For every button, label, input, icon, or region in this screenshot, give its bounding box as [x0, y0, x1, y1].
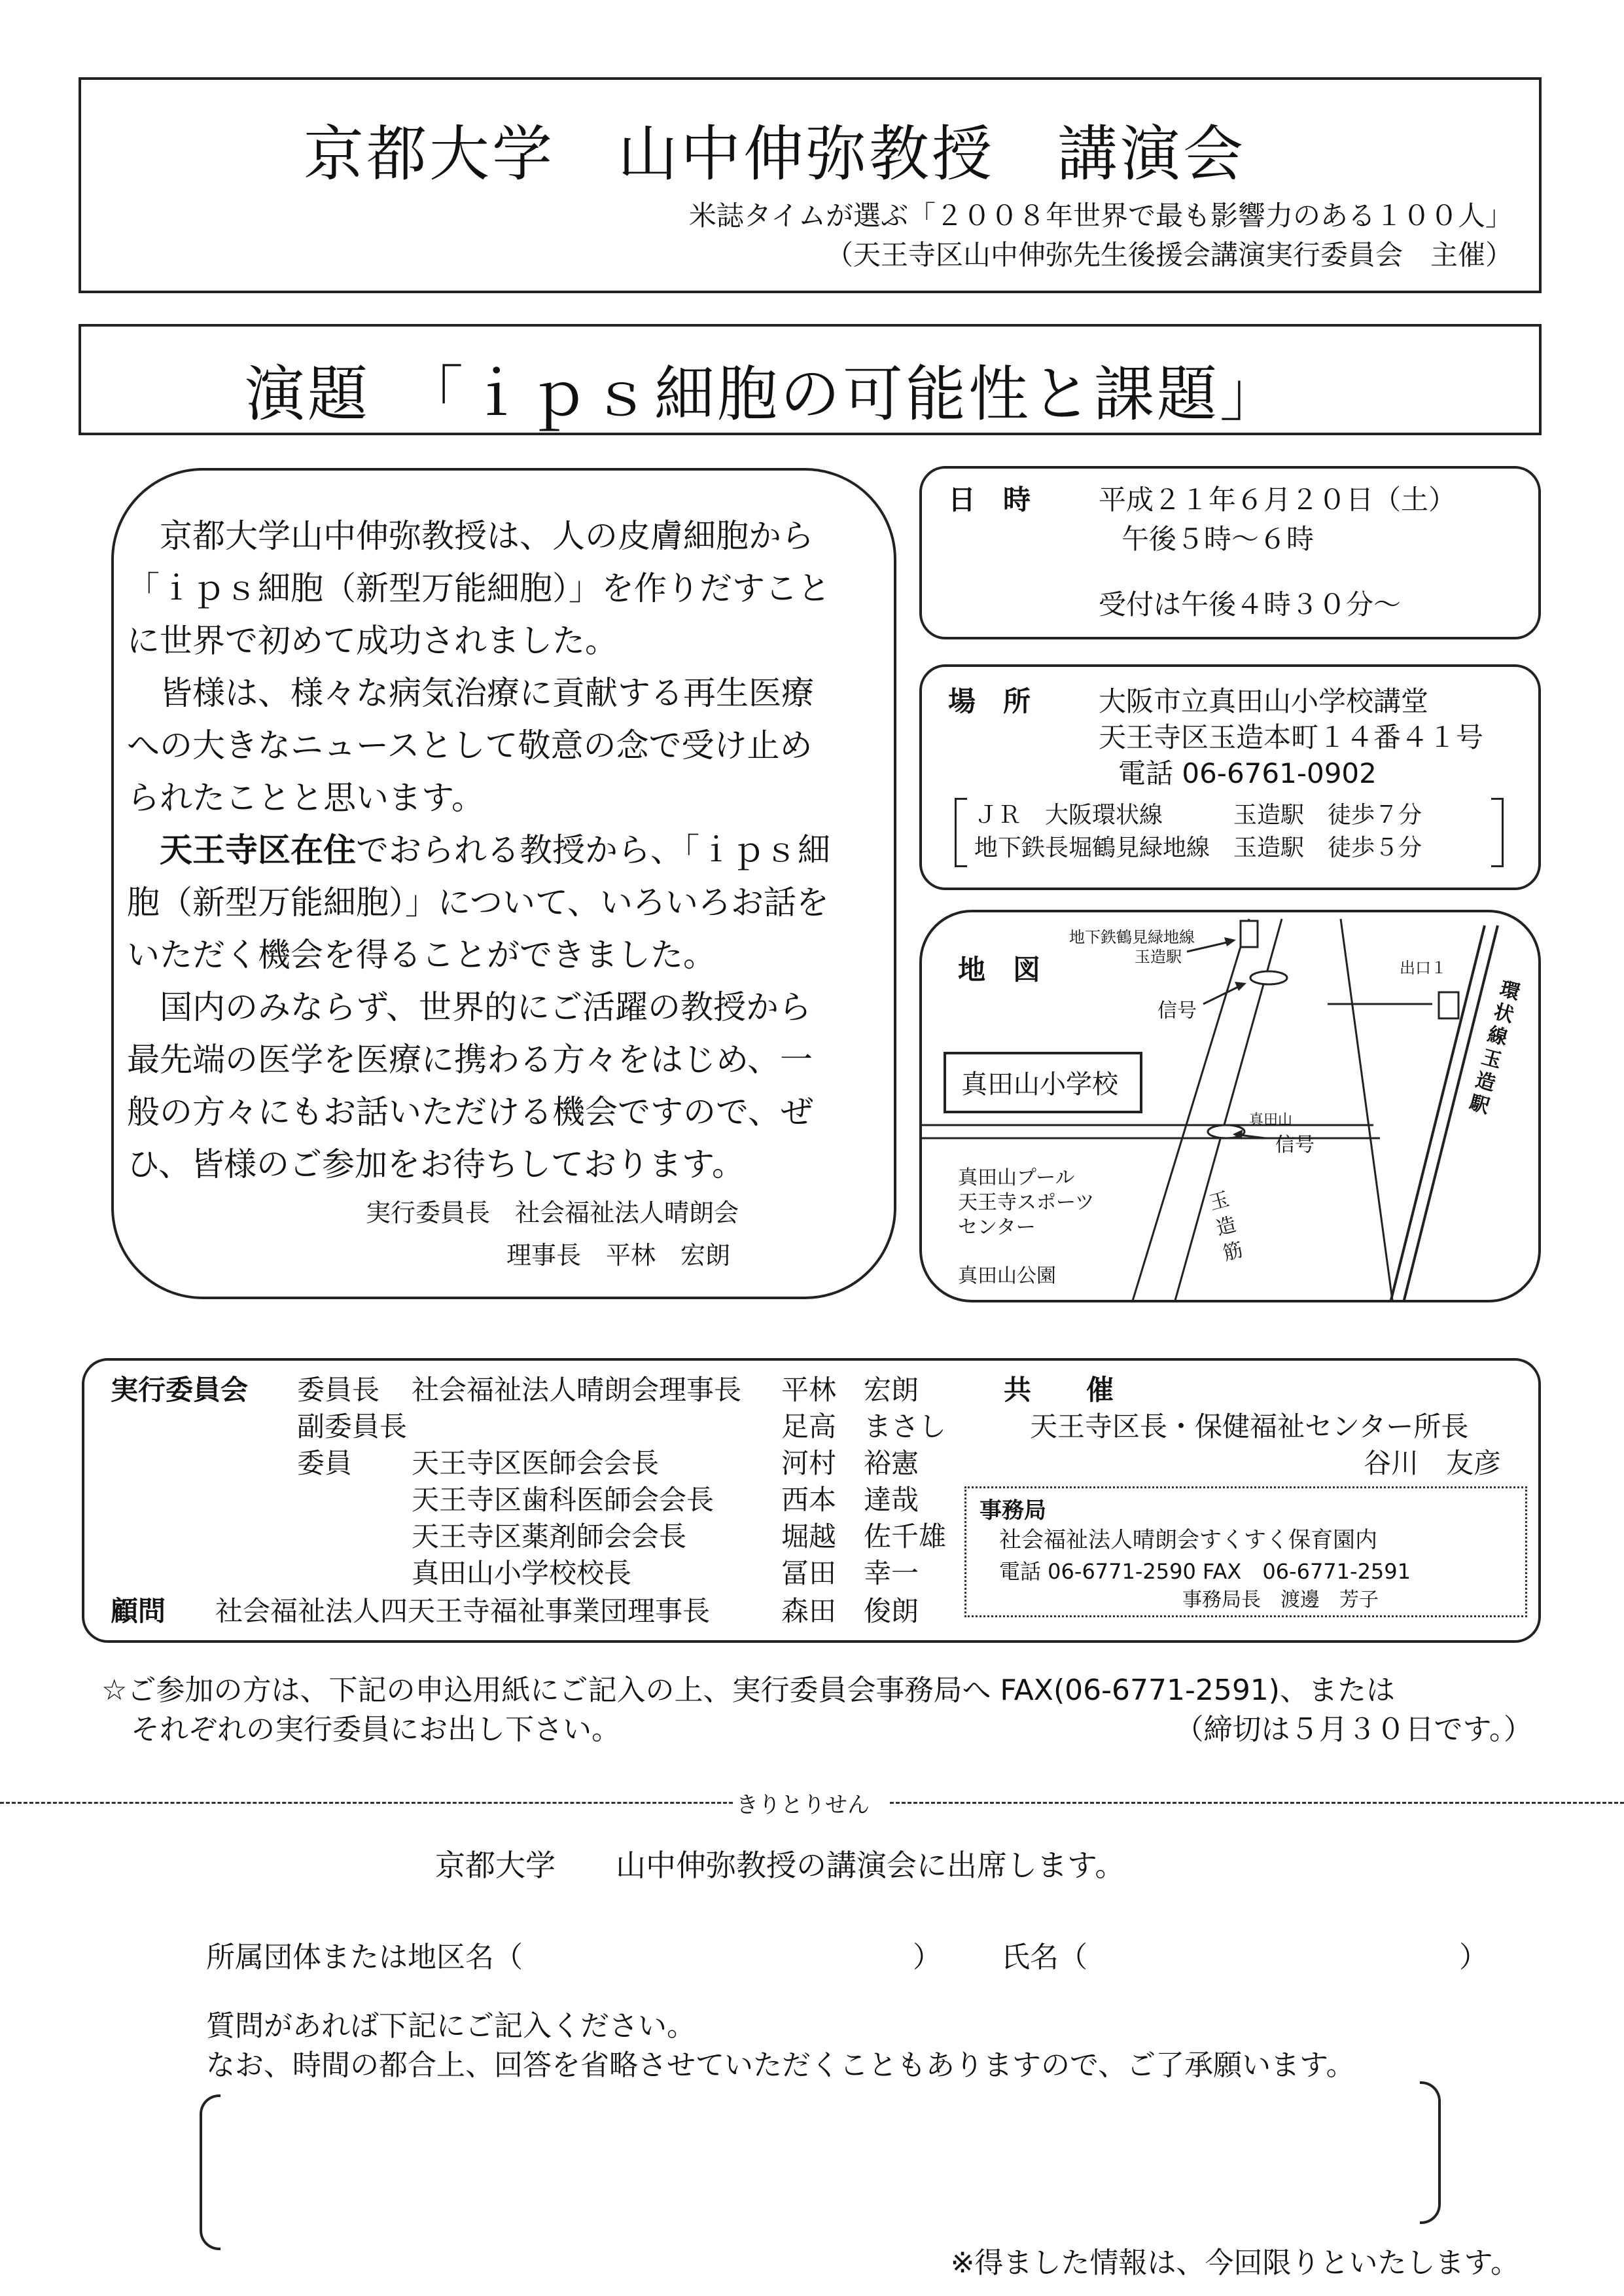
intro-line: いただく機会を得ることができました。	[127, 936, 716, 974]
intro-line: 京都大学山中伸弥教授は、人の皮膚細胞から	[127, 517, 814, 555]
access-subway: 地下鉄長堀鶴見緑地線 玉造駅 徒歩５分	[974, 834, 1422, 861]
map-school-label: 真田山小学校	[961, 1069, 1118, 1100]
intro-box	[111, 468, 896, 1299]
cohost-label: 共 催	[1004, 1374, 1114, 1406]
venue-address: 天王寺区玉造本町１４番４１号	[1099, 721, 1484, 753]
intro-line	[127, 824, 892, 876]
committee-name: 冨田 幸一	[781, 1557, 919, 1589]
committee-org: 天王寺区歯科医師会会長	[412, 1484, 715, 1516]
advisor-name: 森田 俊朗	[781, 1595, 919, 1627]
topic-title: 演題 「ｉｐｓ細胞の可能性と課題」	[245, 359, 1283, 429]
map-label: 地 図	[958, 954, 1041, 986]
intro-line-rest: でおられる教授から、「ｉｐｓ細	[356, 831, 830, 869]
name-close: ）	[1459, 1941, 1488, 1974]
committee-name: 足高 まさし	[781, 1410, 947, 1443]
committee-role: 副委員長	[297, 1410, 408, 1443]
reception-time: 受付は午後４時３０分～	[1099, 588, 1402, 620]
office-tel: 電話 06-6771-2590 FAX 06-6771-2591	[999, 1559, 1411, 1584]
map-sanadayama-label: 真田山	[1249, 1112, 1293, 1128]
place-label: 場 所	[948, 685, 1031, 717]
datetime-label: 日 時	[948, 484, 1031, 516]
page-title: 京都大学 山中伸弥教授 講演会	[304, 119, 1246, 189]
committee-name: 堀越 佐千雄	[781, 1520, 947, 1552]
committee-role: 委員	[297, 1447, 353, 1479]
map-street-label: 玉造筋	[1207, 1187, 1246, 1266]
committee-org: 天王寺区医師会会長	[412, 1447, 660, 1479]
access-bracket-left	[955, 798, 967, 867]
exit-marker	[1439, 992, 1458, 1018]
intro-line: ひ、皆様のご参加をお待ちしております。	[127, 1145, 745, 1183]
venue-tel: 電話 06-6761-0902	[1118, 757, 1377, 789]
group-close: ）	[913, 1941, 942, 1974]
access-bracket-right	[1491, 798, 1504, 867]
intro-line: 胞（新型万能細胞）」について、いろいろお話を	[127, 884, 829, 922]
privacy-footnote: ※得ました情報は、今回限りといたします。	[950, 2246, 1519, 2280]
notice-deadline: （締切は５月３０日です。）	[1174, 1713, 1532, 1746]
committee-name: 平林 宏朗	[781, 1374, 919, 1406]
office-label: 事務局	[980, 1498, 1046, 1524]
name-input[interactable]	[1099, 1937, 1453, 1977]
venue-name: 大阪市立真田山小学校講堂	[1099, 685, 1429, 717]
cohost-name: 谷川 友彦	[1364, 1447, 1502, 1479]
office-org: 社会福祉法人晴朗会すくすく保育園内	[999, 1527, 1377, 1553]
event-date: 平成２１年６月２０日（土）	[1099, 484, 1456, 516]
committee-org: 社会福祉法人晴朗会理事長	[412, 1374, 742, 1406]
event-time: 午後５時～６時	[1121, 523, 1315, 555]
map-park-label: 真田山公園	[958, 1265, 1056, 1287]
intro-line: 国内のみならず、世界的にご活躍の教授から	[127, 988, 811, 1026]
place-box	[919, 664, 1541, 890]
cohost-org: 天王寺区長・保健福祉センター所長	[1030, 1410, 1469, 1443]
notice-line-1: ☆ご参加の方は、下記の申込用紙にご記入の上、実行委員会事務局へ FAX(06-6771-2591)、または	[101, 1674, 1395, 1707]
question-instruction: 質問があれば下記にご記入ください。	[206, 2009, 696, 2043]
intro-line: への大きなニュースとして敬意の念で受け止め	[127, 726, 813, 764]
arrow-line	[1203, 986, 1241, 1004]
group-input[interactable]	[527, 1937, 906, 1977]
intro-line: 般の方々にもお話いただける機会ですので、ぜ	[127, 1093, 813, 1131]
map-pool-label: 天王寺スポーツ	[958, 1191, 1095, 1214]
arrow-head	[1235, 982, 1246, 991]
cut-line-right	[890, 1802, 1624, 1804]
committee-box	[82, 1358, 1541, 1643]
advisor-org: 社会福祉法人四天王寺福祉事業団理事長	[215, 1595, 711, 1627]
notice-line-2: それぞれの実行委員にお出し下さい。	[131, 1713, 620, 1746]
intro-text	[127, 510, 892, 1191]
intro-line: に世界で初めて成功されました。	[127, 622, 618, 660]
attend-statement: 京都大学 山中伸弥教授の講演会に出席します。	[435, 1848, 1125, 1883]
advisor-label: 顧問	[111, 1595, 166, 1627]
header-host: （天王寺区山中伸弥先生後援会講演実行委員会 主催）	[825, 239, 1513, 271]
map-pool-label: センター	[958, 1216, 1036, 1239]
intro-bold-text: 天王寺区在住	[160, 831, 356, 869]
header-subtitle: 米誌タイムが選ぶ「２００８年世界で最も影響力のある１００人」	[688, 200, 1513, 232]
header-box	[79, 77, 1542, 293]
cut-line-label: きりとりせん	[736, 1792, 870, 1818]
group-label: 所属団体または地区名（	[206, 1941, 523, 1974]
name-label: 氏名（	[1001, 1941, 1087, 1974]
map-signal-label: 信号	[1275, 1134, 1315, 1157]
committee-org: 天王寺区薬剤師会会長	[412, 1520, 687, 1552]
office-head: 事務局長 渡邊 芳子	[1182, 1588, 1379, 1611]
cut-line-left	[0, 1802, 733, 1804]
committee-role: 委員長	[297, 1374, 380, 1406]
question-bracket-right	[1420, 2081, 1441, 2224]
datetime-box	[919, 466, 1541, 639]
map-exit-label: 出口１	[1400, 959, 1447, 977]
committee-name: 西本 達哉	[781, 1484, 919, 1516]
signal-marker	[1250, 971, 1287, 984]
subway-station-marker	[1241, 921, 1258, 947]
road-line	[1341, 919, 1393, 1302]
signature-line-1: 実行委員長 社会福祉法人晴朗会	[366, 1198, 739, 1227]
map-subway-label: 地下鉄鶴見緑地線	[1069, 928, 1195, 946]
access-jr: ＪＲ 大阪環状線 玉造駅 徒歩７分	[974, 802, 1422, 829]
intro-line: られたことと思います。	[127, 779, 484, 817]
committee-label: 実行委員会	[111, 1374, 249, 1406]
topic-box	[79, 324, 1542, 435]
map-box	[919, 910, 1541, 1302]
intro-line: 皆様は、様々な病気治療に貢献する再生医療	[127, 674, 814, 712]
question-note: なお、時間の都合上、回答を省略させていただくこともありますので、ご了承願います。	[206, 2049, 1355, 2082]
map-pool-label: 真田山プール	[958, 1166, 1075, 1189]
arrow-head	[1224, 937, 1236, 946]
committee-org: 真田山小学校校長	[412, 1557, 632, 1589]
signature-line-2: 理事長 平林 宏朗	[506, 1241, 731, 1270]
question-bracket-left	[200, 2094, 221, 2250]
map-subway-station-label: 玉造駅	[1135, 948, 1182, 966]
committee-name: 河村 裕憲	[781, 1447, 919, 1479]
office-box	[964, 1486, 1527, 1617]
map-jr-label: 環状線玉造駅	[1466, 977, 1523, 1119]
intro-line: 最先端の医学を医療に携わる方々をはじめ、一	[127, 1041, 813, 1079]
map-signal-label: 信号	[1157, 999, 1197, 1022]
question-input[interactable]	[226, 2098, 1430, 2242]
intro-line: 「ｉｐｓ細胞（新型万能細胞）」を作りだすこと	[127, 569, 830, 607]
